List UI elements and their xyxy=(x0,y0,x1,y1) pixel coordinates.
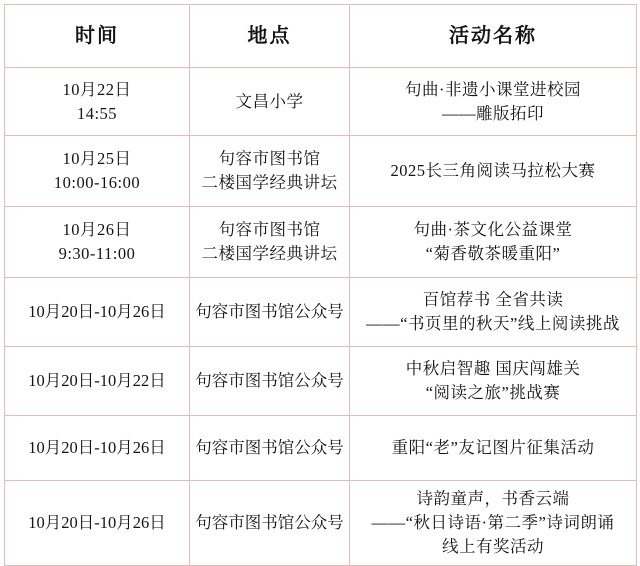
time-line: 10:00-16:00 xyxy=(53,173,141,192)
activity-line: 重阳“老”友记图片征集活动 xyxy=(391,438,595,458)
activity-line: ——“秋日诗语·第二季”诗词朗诵 xyxy=(371,512,615,532)
place-line: 句容市图书馆公众号 xyxy=(195,438,344,458)
cell-time xyxy=(5,68,190,136)
cell-place xyxy=(190,416,350,481)
cell-place xyxy=(190,481,350,566)
table-header xyxy=(5,5,637,68)
cell-place xyxy=(190,347,350,416)
time-line: 10月20日-10月22日 xyxy=(28,371,166,391)
table-row xyxy=(5,347,637,416)
activity-line: 句曲·非遗小课堂进校园 xyxy=(405,79,581,99)
time-line: 10月20日-10月26日 xyxy=(28,302,166,322)
table-row xyxy=(5,68,637,136)
place-line: 句容市图书馆公众号 xyxy=(195,512,344,532)
cell-time xyxy=(5,416,190,481)
cell-place xyxy=(190,68,350,136)
cell-place xyxy=(190,136,350,207)
place-line: 句容市图书馆公众号 xyxy=(195,371,344,391)
activity-line: 线上有奖活动 xyxy=(442,536,544,556)
time-line: 10月22日 xyxy=(62,79,132,99)
activity-line: “阅读之旅”挑战赛 xyxy=(425,383,561,402)
cell-activity xyxy=(350,416,637,481)
cell-activity xyxy=(350,481,637,566)
cell-time xyxy=(5,481,190,566)
cell-time xyxy=(5,207,190,278)
activity-line: 句曲·茶文化公益课堂 xyxy=(413,220,573,240)
place-line: 句容市图书馆公众号 xyxy=(195,302,344,322)
table-row xyxy=(5,278,637,347)
time-line: 10月25日 xyxy=(62,149,132,169)
time-line: 9:30-11:00 xyxy=(58,244,136,263)
table-row xyxy=(5,207,637,278)
place-line: 二楼国学经典讲坛 xyxy=(201,244,338,263)
time-line: 10月26日 xyxy=(62,220,132,240)
cell-activity xyxy=(350,136,637,207)
cell-activity xyxy=(350,278,637,347)
time-line: 10月20日-10月26日 xyxy=(28,512,166,532)
activity-line: ——雕版拓印 xyxy=(442,103,544,123)
place-line: 文昌小学 xyxy=(235,91,304,111)
time-line: 14:55 xyxy=(76,103,118,123)
activity-line: 百馆荐书 全省共读 xyxy=(422,290,564,310)
place-line: 句容市图书馆 xyxy=(218,149,321,169)
cell-time xyxy=(5,347,190,416)
table-row xyxy=(5,136,637,207)
table-body xyxy=(5,68,637,566)
column-header-activity: 活动名称 xyxy=(350,5,637,68)
table-header-row xyxy=(5,5,637,68)
activity-line: “菊香敬茶暖重阳” xyxy=(425,244,561,263)
activity-line: 中秋启智趣 国庆闯雄关 xyxy=(405,359,581,379)
cell-place xyxy=(190,278,350,347)
table-row xyxy=(5,481,637,566)
table-row xyxy=(5,416,637,481)
cell-activity xyxy=(350,68,637,136)
activity-line: 2025长三角阅读马拉松大赛 xyxy=(390,161,596,181)
cell-activity xyxy=(350,347,637,416)
activity-schedule-table xyxy=(4,4,637,566)
place-line: 句容市图书馆 xyxy=(218,220,321,240)
place-line: 二楼国学经典讲坛 xyxy=(201,173,338,192)
column-header-place: 地点 xyxy=(190,5,350,68)
time-line: 10月20日-10月26日 xyxy=(28,438,166,458)
column-header-time: 时间 xyxy=(5,5,190,68)
cell-time xyxy=(5,278,190,347)
activity-line: ——“书页里的秋天”线上阅读挑战 xyxy=(366,314,620,333)
cell-time xyxy=(5,136,190,207)
activity-line: 诗韵童声，书香云端 xyxy=(416,489,570,508)
cell-activity xyxy=(350,207,637,278)
cell-place xyxy=(190,207,350,278)
